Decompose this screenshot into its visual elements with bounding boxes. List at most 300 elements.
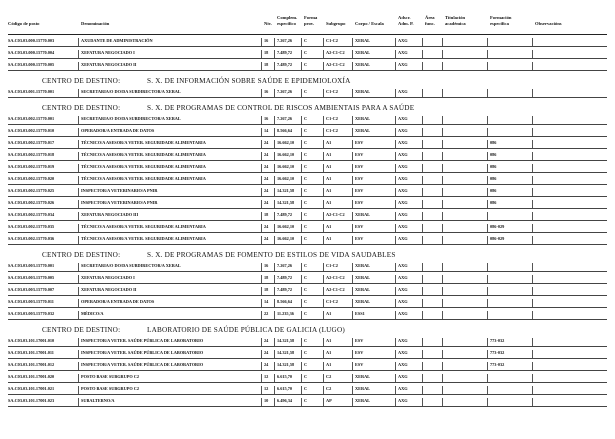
cell-divider	[395, 200, 396, 208]
cell-divider	[274, 50, 275, 58]
cell-divider	[532, 224, 533, 232]
cell-divider	[352, 338, 353, 346]
cell-niv: 24	[264, 176, 269, 181]
cell-sub: AP	[326, 398, 332, 403]
cell-comp: 16.662,10	[277, 224, 295, 229]
cell-divider	[261, 200, 262, 208]
cell-divider	[301, 398, 302, 406]
cell-divider	[261, 398, 262, 406]
cell-niv: 18	[264, 275, 269, 280]
cell-comp: 14.321,58	[277, 362, 295, 367]
cell-sub: A1	[326, 236, 332, 241]
cell-divider	[422, 224, 423, 232]
cell-divider	[323, 188, 324, 196]
cell-divider	[395, 386, 396, 394]
cell-divider	[442, 287, 443, 295]
cell-divider	[422, 38, 423, 46]
cell-divider	[532, 350, 533, 358]
cell-divider	[532, 212, 533, 220]
cell-niv: 24	[264, 338, 269, 343]
cell-forma: C	[304, 152, 308, 157]
cell-forma: C	[304, 299, 308, 304]
cell-divider	[487, 38, 488, 46]
cell-divider	[442, 263, 443, 271]
cell-corpo: XERAL	[355, 62, 371, 67]
cell-sub: C1-C2	[326, 263, 338, 268]
cell-divider	[323, 224, 324, 232]
cell-divider	[442, 140, 443, 148]
header-corps: Corpo / Escala	[355, 21, 384, 26]
cell-divider	[323, 299, 324, 307]
cell-divider	[301, 236, 302, 244]
cell-corpo: XERAL	[355, 398, 371, 403]
cell-code: SA.C03.03.001.15770.001	[8, 89, 55, 94]
cell-divider	[487, 140, 488, 148]
cell-divider	[487, 212, 488, 220]
cell-divider	[261, 38, 262, 46]
cell-divider	[487, 89, 488, 97]
cell-divider	[442, 386, 443, 394]
header-area-top: Área	[425, 15, 435, 20]
cell-divider	[442, 176, 443, 184]
cell-divider	[261, 89, 262, 97]
cell-adsc: AXG	[398, 38, 408, 43]
table-row	[8, 87, 607, 98]
cell-corpo: XERAL	[355, 263, 371, 268]
cell-divider	[395, 50, 396, 58]
cell-forma: C	[304, 287, 308, 292]
header-training-bottom: específica	[490, 21, 509, 26]
cell-divider	[487, 62, 488, 70]
cell-divider	[301, 128, 302, 136]
cell-corpo: XERAL	[355, 38, 371, 43]
cell-divider	[395, 176, 396, 184]
cell-divider	[352, 224, 353, 232]
cell-divider	[422, 164, 423, 172]
cell-divider	[301, 50, 302, 58]
cell-divider	[301, 176, 302, 184]
cell-divider	[274, 338, 275, 346]
cell-divider	[352, 236, 353, 244]
cell-divider	[261, 188, 262, 196]
cell-divider	[487, 398, 488, 406]
cell-niv: 16	[264, 38, 269, 43]
cell-divider	[422, 188, 423, 196]
table-row	[8, 336, 607, 347]
cell-adsc: AXG	[398, 140, 408, 145]
cell-forma: C	[304, 62, 308, 67]
cell-niv: 18	[264, 212, 269, 217]
cell-divider	[323, 362, 324, 370]
cell-form: 086	[490, 188, 497, 193]
cell-divider	[274, 212, 275, 220]
cell-divider	[422, 398, 423, 406]
cell-divider	[442, 89, 443, 97]
cell-divider	[274, 398, 275, 406]
cell-divider	[395, 374, 396, 382]
cell-divider	[301, 374, 302, 382]
cell-divider	[487, 386, 488, 394]
cell-niv: 18	[264, 62, 269, 67]
cell-adsc: AXG	[398, 224, 408, 229]
cell-comp: 7.267,26	[277, 263, 293, 268]
cell-corpo: ESV	[355, 350, 364, 355]
cell-divider	[323, 38, 324, 46]
table-row	[8, 396, 607, 407]
cell-den: XEFATURA NEGOCIADO I	[81, 275, 135, 280]
cell-forma: C	[304, 89, 308, 94]
cell-divider	[395, 188, 396, 196]
cell-divider	[532, 62, 533, 70]
table-row	[8, 138, 607, 149]
cell-divider	[323, 386, 324, 394]
cell-divider	[532, 287, 533, 295]
cell-niv: 24	[264, 152, 269, 157]
cell-divider	[442, 350, 443, 358]
cell-corpo: ESV	[355, 176, 364, 181]
cell-niv: 24	[264, 200, 269, 205]
cell-sub: A1	[326, 350, 332, 355]
cell-divider	[352, 176, 353, 184]
cell-forma: C	[304, 275, 308, 280]
cell-divider	[323, 164, 324, 172]
cell-divider	[395, 299, 396, 307]
cell-niv: 10	[264, 398, 269, 403]
cell-comp: 16.662,10	[277, 140, 295, 145]
cell-den: POSTO BASE SUBGRUPO C2	[81, 386, 140, 391]
cell-divider	[487, 116, 488, 124]
table-row	[8, 309, 607, 320]
cell-divider	[422, 386, 423, 394]
cell-divider	[422, 152, 423, 160]
cell-divider	[274, 128, 275, 136]
cell-niv: 24	[264, 164, 269, 169]
section-title: LABORATORIO DE SAÚDE PÚBLICA DE GALICIA (LUGO)	[147, 326, 345, 334]
header-complement-top: Complem.	[277, 15, 298, 20]
cell-sub: A1	[326, 152, 332, 157]
cell-forma: C	[304, 362, 308, 367]
cell-form: 773-032	[490, 362, 505, 367]
cell-sub: A1	[326, 164, 332, 169]
cell-divider	[78, 350, 79, 358]
cell-divider	[487, 164, 488, 172]
table-row	[8, 297, 607, 308]
cell-divider	[422, 62, 423, 70]
cell-den: TÉCNICO/A ASESOR/A VETER. SEGURIDADE ALIMENTARIA	[81, 152, 206, 157]
cell-den: MÉDICO/A	[81, 311, 104, 316]
cell-divider	[395, 38, 396, 46]
cell-divider	[532, 398, 533, 406]
cell-sub: C1-C2	[326, 38, 338, 43]
cell-divider	[323, 350, 324, 358]
cell-divider	[261, 224, 262, 232]
cell-divider	[78, 287, 79, 295]
cell-corpo: ESV	[355, 200, 364, 205]
cell-den: TÉCNICO/A ASESOR/A VETER. SEGURIDADE ALIMENTARIA	[81, 176, 206, 181]
cell-divider	[532, 311, 533, 319]
header-provision-bottom: prov.	[304, 21, 314, 26]
cell-divider	[274, 152, 275, 160]
section-heading	[8, 104, 607, 114]
cell-den: SUBALTERNO/A	[81, 398, 115, 403]
cell-divider	[395, 275, 396, 283]
cell-divider	[352, 152, 353, 160]
cell-divider	[395, 140, 396, 148]
cell-divider	[274, 263, 275, 271]
cell-niv: 12	[264, 374, 269, 379]
cell-divider	[323, 398, 324, 406]
cell-divider	[323, 200, 324, 208]
cell-divider	[422, 116, 423, 124]
cell-adsc: AXG	[398, 362, 408, 367]
cell-divider	[78, 200, 79, 208]
cell-sub: A1	[326, 176, 332, 181]
cell-divider	[323, 212, 324, 220]
cell-divider	[301, 62, 302, 70]
cell-divider	[352, 362, 353, 370]
cell-divider	[532, 200, 533, 208]
cell-divider	[274, 236, 275, 244]
cell-adsc: AXG	[398, 263, 408, 268]
cell-divider	[352, 374, 353, 382]
cell-niv: 16	[264, 89, 269, 94]
cell-comp: 14.321,58	[277, 350, 295, 355]
cell-adsc: AXG	[398, 128, 408, 133]
cell-divider	[532, 38, 533, 46]
cell-divider	[352, 275, 353, 283]
cell-comp: 6.615,70	[277, 374, 293, 379]
table-row	[8, 372, 607, 383]
cell-divider	[395, 287, 396, 295]
cell-forma: C	[304, 116, 308, 121]
cell-code: SA.C03.03.101.17001.010	[8, 338, 55, 343]
cell-divider	[78, 275, 79, 283]
cell-den: XEFATURA NEGOCIADO I	[81, 50, 135, 55]
cell-code: SA.C03.03.101.17001.012	[8, 362, 55, 367]
cell-divider	[78, 38, 79, 46]
cell-divider	[395, 338, 396, 346]
cell-divider	[261, 164, 262, 172]
cell-divider	[442, 50, 443, 58]
cell-den: TÉCNICO/A ASESOR/A VETER. SEGURIDADE ALIMENTARIA	[81, 140, 206, 145]
section-title: S. X. DE PROGRAMAS DE CONTROL DE RISCOS AMBIENTAIS PARA A SAÚDE	[147, 104, 415, 112]
table-header	[8, 14, 607, 35]
cell-divider	[442, 188, 443, 196]
cell-forma: C	[304, 212, 308, 217]
cell-divider	[395, 236, 396, 244]
cell-divider	[422, 299, 423, 307]
cell-divider	[442, 128, 443, 136]
cell-divider	[274, 176, 275, 184]
cell-divider	[261, 62, 262, 70]
cell-divider	[487, 311, 488, 319]
cell-divider	[274, 386, 275, 394]
cell-niv: 24	[264, 188, 269, 193]
cell-corpo: ESV	[355, 362, 364, 367]
cell-adsc: AXG	[398, 164, 408, 169]
cell-divider	[422, 338, 423, 346]
cell-adsc: AXG	[398, 299, 408, 304]
cell-form: 773-032	[490, 338, 505, 343]
cell-code: SA.C03.03.002.15770.019	[8, 164, 55, 169]
cell-divider	[78, 299, 79, 307]
cell-niv: 24	[264, 236, 269, 241]
cell-divider	[352, 287, 353, 295]
cell-divider	[78, 62, 79, 70]
cell-divider	[395, 398, 396, 406]
cell-corpo: ESV	[355, 338, 364, 343]
cell-divider	[442, 212, 443, 220]
cell-divider	[301, 89, 302, 97]
cell-adsc: AXG	[398, 89, 408, 94]
cell-code: SA.C03.03.002.15770.025	[8, 188, 55, 193]
cell-forma: C	[304, 236, 308, 241]
cell-divider	[274, 200, 275, 208]
table-row	[8, 384, 607, 395]
cell-corpo: ESV	[355, 236, 364, 241]
cell-sub: C1-C2	[326, 89, 338, 94]
cell-sub: A1	[326, 140, 332, 145]
cell-divider	[532, 263, 533, 271]
cell-den: SECRETARIA/O DO/DA SUBDIRECTOR/A XERAL	[81, 89, 181, 94]
cell-form: 086-029	[490, 236, 505, 241]
cell-niv: 24	[264, 224, 269, 229]
cell-code: SA.C03.03.003.15770.007	[8, 287, 55, 292]
cell-divider	[422, 350, 423, 358]
cell-forma: C	[304, 374, 308, 379]
cell-corpo: XERAL	[355, 128, 371, 133]
header-degree-bottom: académica	[445, 21, 466, 26]
cell-forma: C	[304, 140, 308, 145]
cell-divider	[274, 311, 275, 319]
cell-divider	[323, 152, 324, 160]
cell-comp: 16.662,10	[277, 152, 295, 157]
cell-divider	[352, 38, 353, 46]
header-assignment-top: Adscr.	[398, 15, 411, 20]
cell-divider	[487, 374, 488, 382]
cell-divider	[422, 140, 423, 148]
cell-divider	[487, 224, 488, 232]
cell-divider	[487, 152, 488, 160]
cell-comp: 8.566,64	[277, 299, 293, 304]
cell-divider	[78, 386, 79, 394]
cell-forma: C	[304, 224, 308, 229]
cell-code: SA.C03.03.002.15770.035	[8, 224, 55, 229]
cell-divider	[301, 38, 302, 46]
table-row	[8, 222, 607, 233]
section-heading	[8, 77, 607, 87]
cell-sub: C1-C2	[326, 299, 338, 304]
cell-divider	[301, 200, 302, 208]
cell-divider	[274, 224, 275, 232]
cell-divider	[261, 287, 262, 295]
cell-den: INSPECTOR/A VETER. SAÚDE PÚBLICA DE LABORATORIO	[81, 362, 204, 367]
cell-den: SECRETARIA/O DO/DA SUBDIRECTOR/A XERAL	[81, 263, 181, 268]
section-title: S. X. DE INFORMACIÓN SOBRE SAÚDE E EPIDEMIOLOXÍA	[147, 77, 351, 85]
cell-form: 086	[490, 200, 497, 205]
cell-divider	[323, 236, 324, 244]
cell-divider	[352, 164, 353, 172]
cell-comp: 16.662,10	[277, 164, 295, 169]
cell-divider	[352, 212, 353, 220]
section-title: S. X. DE PROGRAMAS DE FOMENTO DE ESTILOS DE VIDA SAUDABLES	[147, 251, 396, 259]
cell-corpo: ESV	[355, 140, 364, 145]
cell-divider	[352, 299, 353, 307]
cell-divider	[274, 188, 275, 196]
cell-adsc: AXG	[398, 275, 408, 280]
cell-code: SA.C03.03.000.15770.004	[8, 50, 55, 55]
section-heading	[8, 326, 607, 336]
cell-divider	[323, 50, 324, 58]
cell-divider	[261, 350, 262, 358]
table-row	[8, 273, 607, 284]
cell-divider	[301, 311, 302, 319]
cell-divider	[442, 200, 443, 208]
cell-divider	[352, 50, 353, 58]
cell-divider	[261, 299, 262, 307]
cell-adsc: AXG	[398, 287, 408, 292]
header-code: Código de posto	[8, 21, 40, 26]
cell-divider	[532, 299, 533, 307]
cell-divider	[487, 287, 488, 295]
cell-form: 773-032	[490, 350, 505, 355]
cell-code: SA.C03.03.002.15770.018	[8, 152, 55, 157]
cell-code: SA.C03.03.003.15770.005	[8, 275, 55, 280]
cell-divider	[532, 374, 533, 382]
cell-sub: A2-C1-C2	[326, 287, 345, 292]
cell-divider	[442, 299, 443, 307]
cell-den: INSPECTOR/A VETERINARIO/A PNIR	[81, 188, 158, 193]
cell-divider	[352, 89, 353, 97]
cell-divider	[274, 38, 275, 46]
cell-divider	[395, 350, 396, 358]
cell-divider	[323, 128, 324, 136]
cell-divider	[261, 263, 262, 271]
cell-den: INSPECTOR/A VETER. SAÚDE PÚBLICA DE LABORATORIO	[81, 350, 204, 355]
cell-forma: C	[304, 350, 308, 355]
cell-adsc: AXG	[398, 311, 408, 316]
cell-adsc: AXG	[398, 236, 408, 241]
cell-den: TÉCNICO/A ASESOR/A VETER. SEGURIDADE ALIMENTARIA	[81, 224, 206, 229]
cell-divider	[323, 140, 324, 148]
cell-divider	[352, 62, 353, 70]
cell-divider	[442, 116, 443, 124]
cell-niv: 12	[264, 386, 269, 391]
cell-sub: A2-C1-C2	[326, 212, 345, 217]
cell-adsc: AXG	[398, 200, 408, 205]
cell-divider	[261, 116, 262, 124]
table-row	[8, 210, 607, 221]
cell-divider	[261, 140, 262, 148]
cell-sub: A1	[326, 338, 332, 343]
cell-divider	[301, 116, 302, 124]
cell-divider	[422, 50, 423, 58]
cell-divider	[395, 311, 396, 319]
cell-divider	[301, 212, 302, 220]
cell-divider	[395, 62, 396, 70]
cell-divider	[395, 224, 396, 232]
cell-divider	[395, 362, 396, 370]
header-training-top: Formación	[490, 15, 512, 20]
cell-divider	[422, 200, 423, 208]
cell-divider	[442, 398, 443, 406]
cell-divider	[532, 128, 533, 136]
cell-comp: 14.321,58	[277, 188, 295, 193]
cell-divider	[532, 89, 533, 97]
cell-divider	[301, 224, 302, 232]
cell-forma: C	[304, 200, 308, 205]
cell-den: OPERADOR/A ENTRADA DE DATOS	[81, 128, 155, 133]
